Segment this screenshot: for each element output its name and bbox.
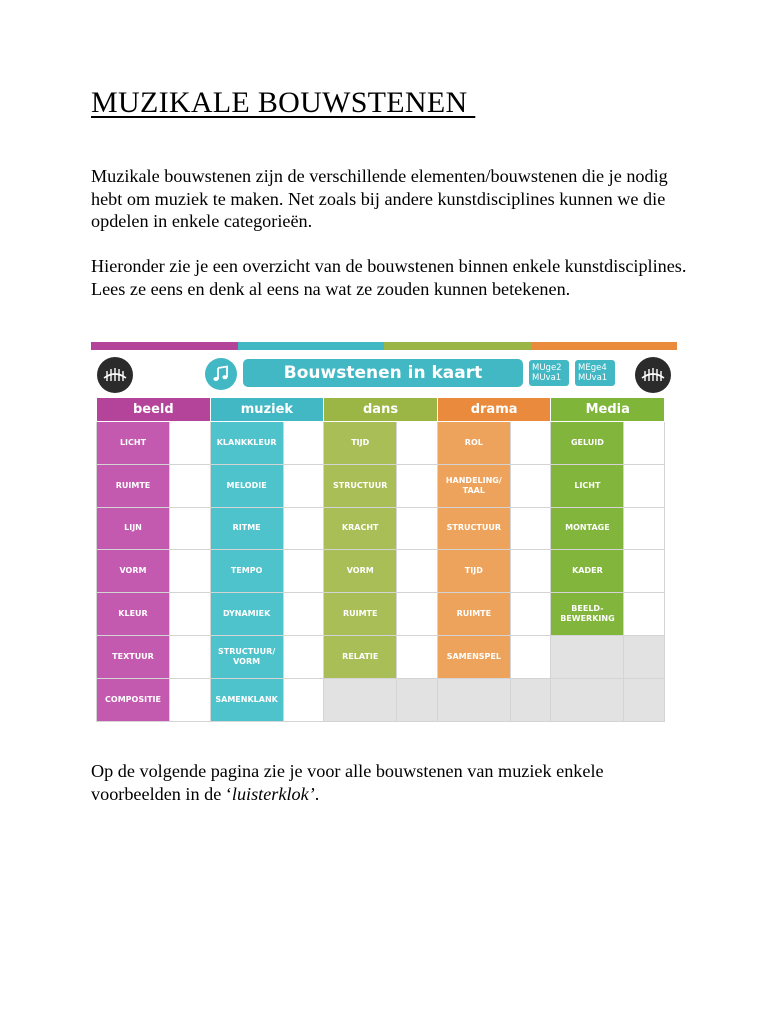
answer-cell	[283, 678, 324, 721]
building-block-cell: MELODIE	[210, 464, 283, 507]
column-header-muziek: muziek	[210, 398, 324, 422]
answer-cell	[510, 678, 551, 721]
code-badge-right	[575, 360, 615, 386]
answer-cell	[283, 507, 324, 550]
color-bar-segment	[384, 342, 531, 350]
building-block-cell: VORM	[97, 550, 170, 593]
empty-cell	[551, 678, 624, 721]
building-block-cell: RUIMTE	[324, 593, 397, 636]
empty-cell	[324, 678, 397, 721]
bouwstenen-infographic	[91, 342, 677, 730]
table-row	[97, 507, 665, 550]
answer-cell	[397, 422, 438, 465]
answer-cell	[170, 635, 211, 678]
color-bar-segment	[238, 342, 385, 350]
code-badge-line: MUva1	[578, 373, 608, 383]
answer-cell	[283, 635, 324, 678]
building-block-cell: ROL	[437, 422, 510, 465]
building-block-cell: STRUCTUUR	[324, 464, 397, 507]
answer-cell	[283, 464, 324, 507]
building-block-cell: LICHT	[551, 464, 624, 507]
answer-cell	[397, 635, 438, 678]
building-block-cell: GELUID	[551, 422, 624, 465]
building-block-cell: RITME	[210, 507, 283, 550]
empty-cell	[437, 678, 510, 721]
answer-cell	[397, 678, 438, 721]
code-badge-line: MUva1	[532, 373, 562, 383]
answer-cell	[170, 507, 211, 550]
building-block-cell: TEMPO	[210, 550, 283, 593]
building-block-cell: LIJN	[97, 507, 170, 550]
code-badge-left	[529, 360, 569, 386]
building-block-cell: VORM	[324, 550, 397, 593]
answer-cell	[170, 422, 211, 465]
answer-cell	[510, 550, 551, 593]
answer-cell	[510, 464, 551, 507]
building-block-cell: RELATIE	[324, 635, 397, 678]
answer-cell	[510, 422, 551, 465]
column-header-dans: dans	[324, 398, 438, 422]
building-block-cell: KADER	[551, 550, 624, 593]
building-block-cell: STRUCTUUR	[437, 507, 510, 550]
answer-cell	[624, 550, 665, 593]
music-note-icon	[205, 358, 237, 390]
closing-period: .	[314, 783, 320, 804]
column-header-drama: drama	[437, 398, 551, 422]
infographic-header	[91, 352, 677, 396]
table-row	[97, 550, 665, 593]
answer-cell	[283, 550, 324, 593]
closing-paragraph	[91, 760, 691, 805]
building-block-cell: RUIMTE	[437, 593, 510, 636]
building-block-cell: DYNAMIEK	[210, 593, 283, 636]
answer-cell	[283, 422, 324, 465]
answer-cell	[624, 422, 665, 465]
building-block-cell: TIJD	[324, 422, 397, 465]
table-row	[97, 422, 665, 465]
answer-cell	[170, 464, 211, 507]
code-badge-line: MUge2	[532, 363, 562, 373]
comb-logo-icon	[635, 357, 671, 393]
answer-cell	[624, 464, 665, 507]
answer-cell	[624, 593, 665, 636]
building-block-cell: BEELD- BEWERKING	[551, 593, 624, 636]
color-bar-segment	[91, 342, 238, 350]
table-row	[97, 464, 665, 507]
answer-cell	[397, 464, 438, 507]
comb-logo-icon	[97, 357, 133, 393]
closing-text: Op de volgende pagina zie je voor alle bouwstenen van muziek enkele voorbeelden in de ‘	[91, 761, 604, 804]
code-badge-line: MEge4	[578, 363, 607, 373]
column-header-media: Media	[551, 398, 665, 422]
answer-cell	[397, 550, 438, 593]
building-block-cell: HANDELING/ TAAL	[437, 464, 510, 507]
building-block-cell: TEXTUUR	[97, 635, 170, 678]
page-title: MUZIKALE BOUWSTENEN	[91, 86, 476, 119]
answer-cell	[170, 678, 211, 721]
answer-cell	[397, 593, 438, 636]
answer-cell	[624, 635, 665, 678]
answer-cell	[510, 507, 551, 550]
building-block-cell: KLANKKLEUR	[210, 422, 283, 465]
building-block-cell: RUIMTE	[97, 464, 170, 507]
bouwstenen-table	[96, 397, 665, 722]
building-block-cell: SAMENSPEL	[437, 635, 510, 678]
building-block-cell: TIJD	[437, 550, 510, 593]
building-block-cell: COMPOSITIE	[97, 678, 170, 721]
building-block-cell: STRUCTUUR/ VORM	[210, 635, 283, 678]
answer-cell	[624, 507, 665, 550]
answer-cell	[397, 507, 438, 550]
building-block-cell: KRACHT	[324, 507, 397, 550]
overview-paragraph: Hieronder zie je een overzicht van de bouwstenen binnen enkele kunstdisciplines. Lees ze eens en denk al eens na wat ze zouden kunnen betekenen.	[91, 256, 687, 299]
answer-cell	[170, 593, 211, 636]
column-header-beeld: beeld	[97, 398, 211, 422]
color-bar	[91, 342, 677, 350]
answer-cell	[510, 593, 551, 636]
intro-paragraph: Muzikale bouwstenen zijn de verschillende elementen/bouwstenen die je nodig hebt om muziek te maken. Net zoals bij andere kunstdisciplines kunnen we die opdelen in enkele categorieën.	[91, 166, 668, 231]
infographic-title: Bouwstenen in kaart	[243, 359, 523, 387]
table-row	[97, 635, 665, 678]
building-block-cell: SAMENKLANK	[210, 678, 283, 721]
empty-cell	[551, 635, 624, 678]
color-bar-segment	[531, 342, 678, 350]
table-row	[97, 593, 665, 636]
answer-cell	[170, 550, 211, 593]
building-block-cell: KLEUR	[97, 593, 170, 636]
table-row	[97, 678, 665, 721]
table-header-row	[97, 398, 665, 422]
building-block-cell: MONTAGE	[551, 507, 624, 550]
building-block-cell: LICHT	[97, 422, 170, 465]
answer-cell	[283, 593, 324, 636]
luisterklok-term: luisterklok’	[231, 783, 315, 804]
answer-cell	[624, 678, 665, 721]
answer-cell	[510, 635, 551, 678]
